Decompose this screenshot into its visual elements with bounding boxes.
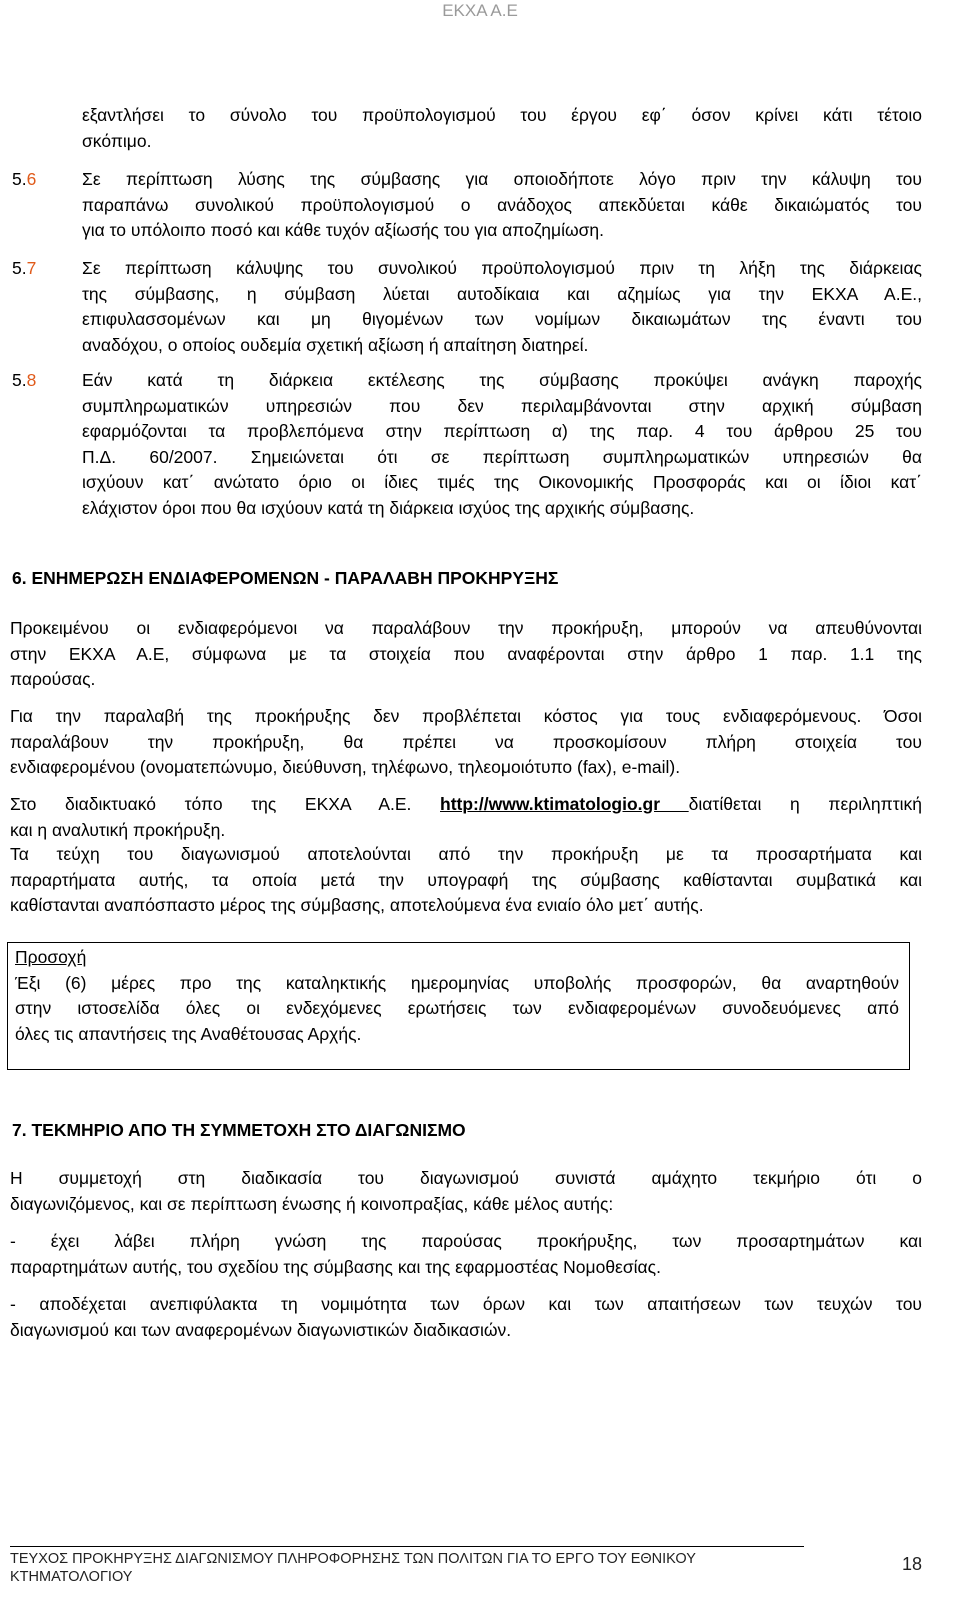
section-7-bullet-2 xyxy=(10,1292,922,1343)
footer-divider xyxy=(10,1546,804,1547)
text-segment: διατίθεται η περιληπτική xyxy=(688,794,922,814)
text-line: Σε περίπτωση κάλυψης του συνολικού προϋπολογισμού πριν τη λήξη της διάρκειας xyxy=(82,258,922,278)
text-line: - έχει λάβει πλήρη γνώση της παρούσας προκήρυξης, των προσαρτημάτων και xyxy=(10,1231,922,1251)
page-number: 18 xyxy=(902,1554,923,1574)
notice-title: Προσοχή xyxy=(15,947,87,967)
text-line: παραπάνω συνολικού προϋπολογισμού ο ανάδοχος απεκδύεται κάθε δικαιώματός του xyxy=(82,194,922,215)
text-line: συμπληρωματικών υπηρεσιών που δεν περιλαμβάνονται στην αρχική σύμβαση xyxy=(82,395,922,416)
text-line: Έξι (6) μέρες προ της καταληκτικής ημερομηνίας υποβολής προσφορών, θα αναρτηθούν xyxy=(15,972,899,993)
notice-content xyxy=(15,945,899,1047)
clause-number-5-8: 5.8 xyxy=(12,370,37,390)
section-7-bullet-1 xyxy=(10,1229,922,1280)
website-link[interactable]: http://www.ktimatologio.gr xyxy=(440,794,689,814)
clause-5-8 xyxy=(82,368,922,522)
text-line: Η συμμετοχή στη διαδικασία του διαγωνισμού συνιστά αμάχητο τεκμήριο ότι ο xyxy=(10,1168,922,1188)
section-6-heading: 6. ΕΝΗΜΕΡΩΣΗ ΕΝΔΙΑΦΕΡΟΜΕΝΩΝ - ΠΑΡΑΛΑΒΗ ΠΡΟΚΗΡΥΞΗΣ xyxy=(12,568,559,588)
text-line xyxy=(10,792,922,818)
text-segment: Στο διαδικτυακό τόπο της ΕΚΧΑ Α.Ε. xyxy=(10,794,441,814)
text-line: Τα τεύχη του διαγωνισμού αποτελούνται από την προκήρυξη με τα προσαρτήματα και xyxy=(10,844,922,864)
text-line: παρούσας. xyxy=(10,669,96,690)
text-line: παραλάβουν την προκήρυξη, θα πρέπει να προσκομίσουν πλήρη στοιχεία του xyxy=(10,731,922,752)
clause-5-6 xyxy=(82,167,922,244)
section-6-paragraph-4 xyxy=(10,842,922,919)
text-line: ισχύουν κατ΄ ανώτατο όριο οι ίδιες τιμές της Οικονομικής Προσφοράς και οι ίδιοι κατ΄ xyxy=(82,472,922,493)
section-6-paragraph-3 xyxy=(10,792,922,843)
footer-line-1: ΤΕΥΧΟΣ ΠΡΟΚΗΡΥΞΗΣ ΔΙΑΓΩΝΙΣΜΟΥ ΠΛΗΡΟΦΟΡΗΣΗΣ ΤΩΝ ΠΟΛΙΤΩΝ ΓΙΑ ΤΟ ΕΡΓΟ ΤΟΥ ΕΘΝΙΚΟΥ xyxy=(10,1551,696,1567)
text-line: ελάχιστον όροι που θα ισχύουν κατά τη διάρκεια ισχύος της αρχικής σύμβασης. xyxy=(82,497,695,518)
text-line: παραρτήματα αυτής, τα οποία μετά την υπογραφή της σύμβασης καθίστανται συμβατικά και xyxy=(10,869,922,890)
section-6-paragraph-2 xyxy=(10,704,922,781)
text-line: σκόπιμο. xyxy=(82,130,152,151)
text-line: Προκειμένου οι ενδιαφερόμενοι να παραλάβουν την προκήρυξη, μπορούν να απευθύνονται xyxy=(10,618,922,638)
section-7-heading: 7. ΤΕΚΜΗΡΙΟ ΑΠΟ ΤΗ ΣΥΜΜΕΤΟΧΗ ΣΤΟ ΔΙΑΓΩΝΙΣΜΟ xyxy=(12,1120,466,1140)
text-line: εφαρμόζονται τα προβλεπόμενα στην περίπτωση α) της παρ. 4 του άρθρου 25 του xyxy=(82,421,922,442)
intro-paragraph xyxy=(82,103,922,154)
text-line: παραρτημάτων αυτής, του σχεδίου της σύμβασης και της εφαρμοστέας Νομοθεσίας. xyxy=(10,1256,661,1277)
text-line: επιφυλασσομένων και μη θιγομένων των νομίμων δικαιωμάτων της έναντι του xyxy=(82,309,922,330)
section-6-paragraph-1 xyxy=(10,616,922,693)
clause-number-5-6: 5.6 xyxy=(12,169,37,189)
text-line: και η αναλυτική προκήρυξη. xyxy=(10,819,226,840)
text-line: για το υπόλοιπο ποσό και κάθε τυχόν αξίωσής του για αποζημίωση. xyxy=(82,220,605,241)
text-line: της σύμβασης, η σύμβαση λύεται αυτοδίκαια και αζημίως για την ΕΚΧΑ Α.Ε., xyxy=(82,283,922,304)
text-line: Σε περίπτωση λύσης της σύμβασης για οποιοδήποτε λόγο πριν την κάλυψη του xyxy=(82,169,922,189)
text-line: Εάν κατά τη διάρκεια εκτέλεσης της σύμβασης προκύψει ανάγκη παροχής xyxy=(82,370,922,390)
footer-title xyxy=(10,1550,810,1586)
text-line: διαγωνιζόμενος, και σε περίπτωση ένωσης ή κοινοπραξίας, κάθε μέλος αυτής: xyxy=(10,1193,614,1214)
clause-number-5-7: 5.7 xyxy=(12,258,37,278)
text-line: στην ιστοσελίδα όλες οι ενδεχόμενες ερωτήσεις των ενδιαφερομένων συνοδευόμενες από xyxy=(15,998,899,1019)
section-7-paragraph-1 xyxy=(10,1166,922,1217)
text-line: καθίστανται αναπόσπαστο μέρος της σύμβασης, αποτελούμενα ένα ενιαίο όλο μετ΄ αυτής. xyxy=(10,895,704,916)
text-line: Για την παραλαβή της προκήρυξης δεν προβλέπεται κόστος για τους ενδιαφερόμενους. Όσοι xyxy=(10,706,922,726)
clause-5-7 xyxy=(82,256,922,358)
text-line: - αποδέχεται ανεπιφύλακτα τη νομιμότητα των όρων και των απαιτήσεων των τευχών του xyxy=(10,1294,922,1314)
page-header: ΕΚΧΑ Α.Ε xyxy=(442,1,518,20)
text-line: αναδόχου, ο οποίος ουδεμία σχετική αξίωση ή απαίτηση διατηρεί. xyxy=(82,334,589,355)
text-line: Π.Δ. 60/2007. Σημειώνεται ότι σε περίπτωση συμπληρωματικών υπηρεσιών θα xyxy=(82,446,922,467)
text-line: στην ΕΚΧΑ Α.Ε, σύμφωνα με τα στοιχεία που αναφέρονται στην άρθρο 1 παρ. 1.1 της xyxy=(10,643,922,664)
text-line: όλες τις απαντήσεις της Αναθέτουσας Αρχής. xyxy=(15,1023,362,1044)
text-line: εξαντλήσει το σύνολο του προϋπολογισμού του έργου εφ΄ όσον κρίνει κάτι τέτοιο xyxy=(82,105,922,125)
text-line: διαγωνισμού και των αναφερομένων διαγωνιστικών διαδικασιών. xyxy=(10,1319,512,1340)
footer-line-2: ΚΤΗΜΑΤΟΛΟΓΙΟΥ xyxy=(10,1569,133,1585)
text-line: ενδιαφερομένου (ονοματεπώνυμο, διεύθυνση, τηλέφωνο, τηλεομοιότυπο (fax), e-mail). xyxy=(10,757,681,778)
